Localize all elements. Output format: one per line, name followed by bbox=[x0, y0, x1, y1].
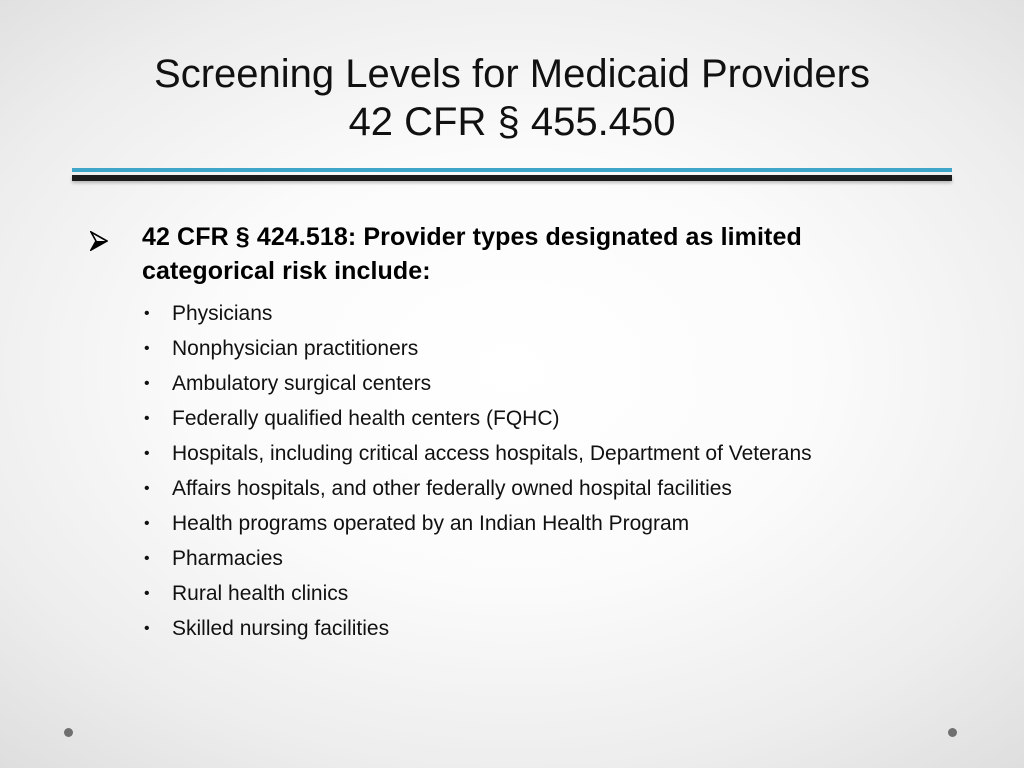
list-item: • Nonphysician practitioners bbox=[142, 331, 930, 366]
slide-title bbox=[60, 50, 964, 146]
bullet-dot-icon: • bbox=[144, 410, 150, 427]
slide-body bbox=[90, 220, 930, 646]
bullet-dot-icon: • bbox=[144, 445, 150, 462]
corner-dot-right bbox=[948, 728, 957, 737]
bullet-dot-icon: • bbox=[144, 480, 150, 497]
list-item: • Health programs operated by an Indian Health Program bbox=[142, 506, 930, 541]
list-item: • Pharmacies bbox=[142, 541, 930, 576]
list-item: • Physicians bbox=[142, 296, 930, 331]
bullet-dot-icon: • bbox=[144, 585, 150, 602]
bullet-dot-icon: • bbox=[144, 620, 150, 637]
title-underline-accent bbox=[72, 168, 952, 172]
bullet-dot-icon: • bbox=[144, 340, 150, 357]
title-line-2: 42 CFR § 455.450 bbox=[348, 100, 676, 144]
provider-type-list bbox=[90, 296, 930, 646]
title-underline-dark bbox=[72, 175, 952, 181]
corner-dot-left bbox=[64, 728, 73, 737]
list-item: • Affairs hospitals, and other federally owned hospital facilities bbox=[142, 471, 930, 506]
list-item: • Rural health clinics bbox=[142, 576, 930, 611]
bullet-dot-icon: • bbox=[144, 515, 150, 532]
list-item: • Hospitals, including critical access hospitals, Department of Veterans bbox=[142, 436, 930, 471]
list-item: • Skilled nursing facilities bbox=[142, 611, 930, 646]
list-item: • Ambulatory surgical centers bbox=[142, 366, 930, 401]
lead-bullet-text: 42 CFR § 424.518: Provider types designated as limited categorical risk include: bbox=[142, 223, 802, 285]
bullet-dot-icon: • bbox=[144, 375, 150, 392]
title-line-1: Screening Levels for Medicaid Providers bbox=[154, 52, 870, 96]
list-item: • Federally qualified health centers (FQHC) bbox=[142, 401, 930, 436]
bullet-dot-icon: • bbox=[144, 550, 150, 567]
arrow-bullet-icon bbox=[90, 226, 108, 246]
bullet-dot-icon: • bbox=[144, 305, 150, 322]
lead-bullet bbox=[90, 220, 930, 288]
